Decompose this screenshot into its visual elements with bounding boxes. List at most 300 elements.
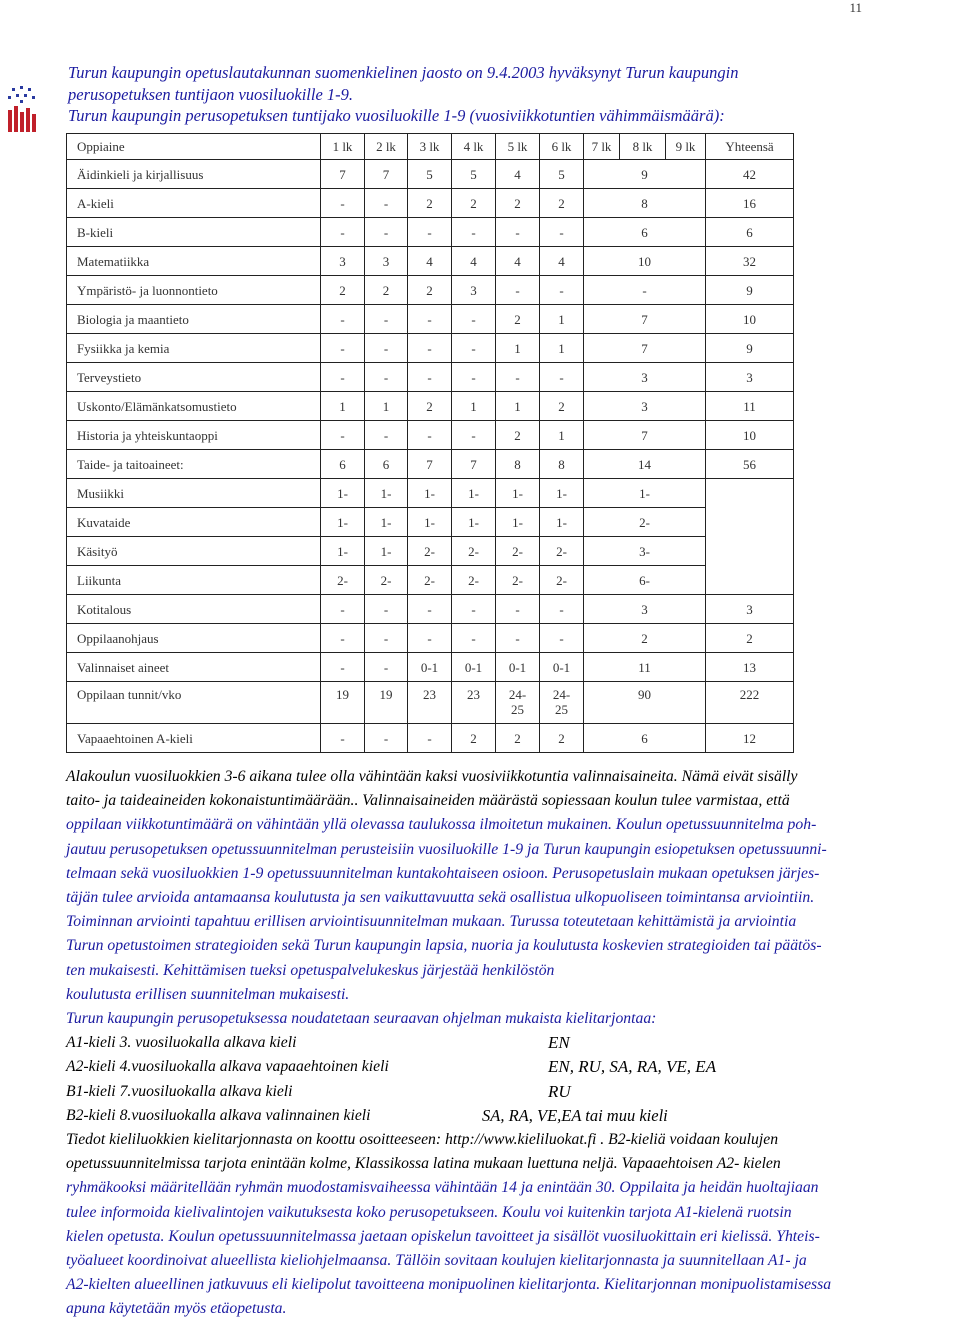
- table-row: [67, 276, 794, 305]
- column-header: 4 lk: [452, 134, 496, 160]
- subject-cell: Terveystieto: [67, 363, 321, 392]
- language-list: EN, RU, SA, RA, VE, EA: [548, 1057, 717, 1077]
- table-row: [67, 653, 794, 682]
- grade-cell: [540, 724, 584, 753]
- grade-value: 1-: [337, 514, 348, 530]
- total-cell: 42: [706, 160, 794, 189]
- grade-value: 1: [558, 340, 565, 356]
- grades-7-9-cell: 1-: [584, 479, 706, 508]
- grade-value: 1: [470, 398, 477, 414]
- grades-7-9-cell: 3-: [584, 537, 706, 566]
- body-line-text: Turun kaupungin perusopetuksessa noudatetaan seuraavan ohjelman mukaista kielitarjontaa:: [66, 1010, 657, 1028]
- grade-value: 2: [558, 195, 565, 211]
- grade-value: 4: [558, 253, 565, 269]
- grades-7-9-cell: 9: [584, 160, 706, 189]
- grade-value: 7: [339, 166, 346, 182]
- grade-value: 2: [426, 195, 433, 211]
- closing-line: [66, 1273, 960, 1297]
- grades-7-9-cell: 7: [584, 421, 706, 450]
- grade-value: -: [559, 601, 564, 617]
- grade-cell: [540, 653, 584, 682]
- body-line-text: täjän tulee arvioida antamaansa koulutusta ja sen vaikuttavuutta sekä osallistua ulkopuoliseen toimintansa arviointiin.: [66, 889, 815, 907]
- grade-cell: [452, 334, 496, 363]
- grade-value: -: [340, 195, 345, 211]
- grade-value: 1: [339, 398, 346, 414]
- grade-value: 24-25: [508, 687, 527, 717]
- grade-cell: [365, 653, 408, 682]
- grade-value: -: [471, 340, 476, 356]
- grade-value: -: [383, 659, 389, 675]
- subject-cell: Valinnaiset aineet: [67, 653, 321, 682]
- table-row: [67, 566, 794, 595]
- grade-value: -: [427, 730, 432, 746]
- closing-line-text: ryhmäkooksi määritellään ryhmän muodostamisvaiheessa vähintään 14 ja enintään 30. Oppilaita ja heidän huoltajiaan: [66, 1179, 819, 1197]
- table-header-row: [67, 134, 794, 160]
- body-line-text: Turun opetustoimen strategioiden sekä Turun kaupungin lapsia, nuoria ja koulutusta koskevien strategioiden tai päätös-: [66, 937, 822, 955]
- grades-7-9-cell: 6: [584, 724, 706, 753]
- grade-value: 1-: [380, 543, 392, 559]
- total-cell: 10: [706, 305, 794, 334]
- table-row: [67, 508, 794, 537]
- grade-value: 2-: [380, 572, 392, 588]
- body-line-text: ten mukaisesti. Kehittämisen tueksi opetuspalvelukeskus järjestää henkilöstön: [66, 961, 555, 979]
- total-cell: 3: [706, 595, 794, 624]
- subject-cell: Vapaaehtoinen A-kieli: [67, 724, 321, 753]
- grade-cell: [321, 595, 365, 624]
- total-cell: 56: [706, 450, 794, 479]
- grade-cell: [496, 189, 540, 218]
- grade-value: -: [427, 224, 432, 240]
- grade-value: -: [559, 282, 564, 298]
- grade-value: 5: [558, 166, 565, 182]
- grade-cell: [365, 508, 408, 537]
- grade-cell: [496, 537, 540, 566]
- language-list: RU: [548, 1081, 571, 1101]
- grade-cell: [540, 363, 584, 392]
- grade-cell: [452, 218, 496, 247]
- language-label: B2-kieli 8.vuosiluokalla alkava valinnainen kieli: [66, 1106, 371, 1124]
- table-row: [67, 421, 794, 450]
- grade-value: 3: [382, 253, 390, 269]
- grade-cell: [321, 305, 365, 334]
- grade-cell: [452, 189, 496, 218]
- grade-value: 2: [470, 195, 477, 211]
- grade-value: 19: [336, 687, 349, 702]
- grade-cell: [321, 624, 365, 653]
- grade-cell: [321, 508, 365, 537]
- grade-cell: [496, 334, 540, 363]
- body-text: [66, 765, 960, 1322]
- grades-7-9-cell: 14: [584, 450, 706, 479]
- total-cell: 10: [706, 421, 794, 450]
- grade-cell: [365, 566, 408, 595]
- column-header: 2 lk: [365, 134, 408, 160]
- grades-7-9-cell: 6: [584, 218, 706, 247]
- grade-cell: [496, 363, 540, 392]
- grade-value: 1-: [424, 514, 435, 530]
- grade-cell: [321, 363, 365, 392]
- body-line: [66, 1007, 960, 1031]
- grade-value: -: [427, 427, 432, 443]
- grade-cell: [408, 218, 452, 247]
- grade-cell: [321, 392, 365, 421]
- grade-value: -: [471, 224, 476, 240]
- language-list: EN: [548, 1033, 570, 1053]
- grade-cell: [408, 392, 452, 421]
- grade-value: -: [515, 369, 520, 385]
- table-row: [67, 189, 794, 218]
- grade-value: -: [383, 340, 389, 356]
- grade-value: 1-: [424, 485, 435, 501]
- total-cell: 6: [706, 218, 794, 247]
- grade-value: 1-: [512, 485, 523, 501]
- grade-value: 2-: [556, 543, 567, 559]
- table-row: [67, 363, 794, 392]
- grade-cell: [540, 479, 584, 508]
- table-row: [67, 160, 794, 189]
- grades-7-9-cell: 2: [584, 624, 706, 653]
- grade-value: 7: [470, 456, 477, 472]
- grade-value: -: [340, 659, 345, 675]
- grade-cell: [365, 595, 408, 624]
- column-header: Yhteensä: [706, 134, 794, 160]
- grade-cell: [496, 653, 540, 682]
- body-line: [66, 983, 960, 1007]
- grade-cell: [540, 276, 584, 305]
- body-line: [66, 813, 960, 837]
- grade-value: 0-1: [552, 659, 571, 675]
- grade-cell: [540, 305, 584, 334]
- table-row: [67, 334, 794, 363]
- grade-value: 8: [558, 456, 565, 472]
- grade-cell: [452, 682, 496, 724]
- grade-cell: [540, 189, 584, 218]
- grade-value: 1-: [512, 514, 523, 530]
- grade-value: 2-: [468, 572, 479, 588]
- column-header: Oppiaine: [67, 134, 321, 160]
- grade-value: -: [471, 427, 476, 443]
- subject-cell: Historia ja yhteiskuntaoppi: [67, 421, 321, 450]
- grade-value: -: [340, 630, 345, 646]
- closing-line-text: Tiedot kieliluokkien kielitarjonnasta on koottu osoitteeseen: http://www.kieliluokat.fi . B2-kieliä voidaan koulujen: [66, 1130, 779, 1148]
- grade-value: 1: [558, 427, 565, 443]
- subject-cell: Matematiikka: [67, 247, 321, 276]
- grade-value: -: [427, 630, 432, 646]
- grade-cell: [408, 653, 452, 682]
- grade-value: 2: [382, 282, 390, 298]
- grade-value: 2: [558, 398, 565, 414]
- grade-cell: [540, 247, 584, 276]
- language-row: [66, 1031, 960, 1055]
- grade-cell: [452, 392, 496, 421]
- grade-cell: [540, 421, 584, 450]
- grade-cell: [540, 682, 584, 724]
- subject-cell: Kuvataide: [67, 508, 321, 537]
- grade-value: 1-: [337, 543, 348, 559]
- grade-value: -: [515, 282, 520, 298]
- grades-7-9-cell: 6-: [584, 566, 706, 595]
- table-row: [67, 624, 794, 653]
- closing-line: [66, 1128, 960, 1152]
- grade-cell: [540, 624, 584, 653]
- grade-value: 4: [514, 166, 521, 182]
- grade-cell: [496, 566, 540, 595]
- closing-line: [66, 1297, 960, 1321]
- grade-value: -: [340, 601, 345, 617]
- grade-cell: [496, 218, 540, 247]
- grade-cell: [365, 334, 408, 363]
- grade-cell: [496, 595, 540, 624]
- body-line-text: taito- ja taideaineiden kokonaistuntimäärään.. Valinnaisaineiden määrästä sopiessaan koulun tulee varmistaa, että: [66, 792, 790, 810]
- grade-value: 1-: [337, 485, 348, 501]
- language-row: [66, 1080, 960, 1104]
- grade-value: -: [383, 730, 389, 746]
- subject-cell: Uskonto/Elämänkatsomustieto: [67, 392, 321, 421]
- column-header: 9 lk: [666, 134, 706, 160]
- grade-cell: [365, 724, 408, 753]
- grade-cell: [540, 334, 584, 363]
- closing-line-text: A2-kielten alueellinen jatkuvuus eli kielipolut tavoitteena monipuolinen kielitarjonta. Kielitarjonnan monipuolistamisessa: [66, 1276, 832, 1294]
- grade-value: 2-: [512, 572, 523, 588]
- grade-cell: [408, 334, 452, 363]
- grade-cell: [408, 537, 452, 566]
- grade-cell: [321, 334, 365, 363]
- grade-cell: [408, 160, 452, 189]
- grade-value: 1: [514, 398, 521, 414]
- table-row: [67, 305, 794, 334]
- grade-value: -: [383, 630, 389, 646]
- column-header: 1 lk: [321, 134, 365, 160]
- column-header: 5 lk: [496, 134, 540, 160]
- grade-value: 23: [423, 687, 436, 702]
- grade-cell: [408, 363, 452, 392]
- subject-cell: B-kieli: [67, 218, 321, 247]
- grade-cell: [408, 305, 452, 334]
- grade-value: 19: [379, 687, 393, 702]
- grade-value: 1-: [380, 485, 392, 501]
- subject-cell: Musiikki: [67, 479, 321, 508]
- grade-value: -: [471, 601, 476, 617]
- grade-cell: [408, 566, 452, 595]
- subject-cell: Liikunta: [67, 566, 321, 595]
- grade-cell: [321, 421, 365, 450]
- subject-cell: Biologia ja maantieto: [67, 305, 321, 334]
- closing-line-text: kielen opetusta. Koulun opetussuunnitelmassa jaetaan opiskelun tavoitteet ja sisällöt vuosiluokittain eri kielissä. Yhteis-: [66, 1227, 820, 1245]
- table-row: [67, 392, 794, 421]
- grades-7-9-cell: 3: [584, 595, 706, 624]
- total-cell: 11: [706, 392, 794, 421]
- subject-cell: Ympäristö- ja luonnontieto: [67, 276, 321, 305]
- grade-cell: [408, 682, 452, 724]
- language-label: B1-kieli 7.vuosiluokalla alkava kieli: [66, 1082, 293, 1100]
- grades-7-9-cell: 11: [584, 653, 706, 682]
- intro-line: Turun kaupungin perusopetuksen tuntijako vuosiluokille 1-9 (vuosiviikkotuntien vähimmäismäärä):: [68, 106, 725, 125]
- grade-value: -: [559, 224, 564, 240]
- grade-cell: [452, 566, 496, 595]
- grade-value: 2: [558, 730, 565, 746]
- grade-cell: [540, 450, 584, 479]
- grade-cell: [365, 189, 408, 218]
- grade-value: 2-: [512, 543, 523, 559]
- grade-cell: [408, 595, 452, 624]
- turku-city-logo-icon: [4, 86, 52, 134]
- grade-value: -: [515, 601, 520, 617]
- grade-value: 2: [470, 730, 477, 746]
- total-cell: 32: [706, 247, 794, 276]
- grade-cell: [321, 189, 365, 218]
- language-list: SA, RA, VE,EA tai muu kieli: [482, 1105, 668, 1125]
- body-line: [66, 910, 960, 934]
- grade-cell: [408, 276, 452, 305]
- grade-cell: [408, 724, 452, 753]
- grade-value: 6: [382, 456, 390, 472]
- grade-value: 2-: [424, 543, 435, 559]
- grade-cell: [540, 160, 584, 189]
- grade-cell: [452, 595, 496, 624]
- grade-cell: [496, 682, 540, 724]
- grade-cell: [321, 160, 365, 189]
- grade-value: 5: [470, 166, 477, 182]
- grade-cell: [496, 247, 540, 276]
- grades-7-9-cell: 7: [584, 305, 706, 334]
- grade-value: 2-: [556, 572, 567, 588]
- grade-cell: [452, 624, 496, 653]
- grade-value: -: [559, 369, 564, 385]
- grade-cell: [496, 724, 540, 753]
- closing-line: [66, 1176, 960, 1200]
- subject-cell: A-kieli: [67, 189, 321, 218]
- grade-value: 3: [470, 282, 477, 298]
- closing-line: [66, 1152, 960, 1176]
- grade-value: 7: [426, 456, 433, 472]
- total-cell: [706, 537, 794, 566]
- grade-cell: [452, 305, 496, 334]
- closing-line-text: apuna käytetään myös etäopetusta.: [66, 1300, 287, 1318]
- closing-line: [66, 1225, 960, 1249]
- grade-cell: [540, 218, 584, 247]
- grade-value: 1: [558, 311, 565, 327]
- body-line-text: oppilaan viikkotuntimäärä on vähintään yllä olevassa taulukossa ilmoitetun mukainen. Koulun opetussuunnitelma poh-: [66, 816, 817, 834]
- body-line-text: Alakoulun vuosiluokkien 3-6 aikana tulee olla vähintään kaksi vuosiviikkotuntia valinnaisaineita. Nämä eivät sisälly: [66, 768, 798, 785]
- grades-7-9-cell: 8: [584, 189, 706, 218]
- lesson-hours-table: [66, 133, 794, 753]
- intro-line: perusopetuksen tuntijaon vuosiluokille 1-9.: [68, 84, 354, 104]
- grade-cell: [452, 247, 496, 276]
- closing-line-text: opetussuunnitelmissa tarjota enintään kolme, Klassikossa latina mukaan luettuna neljä. Vapaaehtoisen A2- kielen: [66, 1155, 781, 1173]
- grade-cell: [452, 421, 496, 450]
- grade-cell: [365, 276, 408, 305]
- grade-cell: [408, 189, 452, 218]
- subject-cell: Äidinkieli ja kirjallisuus: [67, 160, 321, 189]
- total-cell: 13: [706, 653, 794, 682]
- grade-value: 5: [426, 166, 433, 182]
- grade-value: 2: [514, 195, 521, 211]
- grade-cell: [365, 624, 408, 653]
- body-line: [66, 765, 960, 789]
- grade-cell: [408, 247, 452, 276]
- closing-line-text: tulee informoida kielivalintojen vaikutuksesta koko perusopetukseen. Koulu voi kuitenkin tarjota A1-kielenä ruotsin: [66, 1203, 792, 1221]
- grade-value: -: [383, 224, 389, 240]
- grade-value: 0-1: [508, 659, 527, 675]
- table-row: [67, 450, 794, 479]
- grade-value: 0-1: [464, 659, 483, 675]
- grade-cell: [365, 537, 408, 566]
- grade-cell: [408, 508, 452, 537]
- grade-cell: [365, 305, 408, 334]
- grade-cell: [496, 508, 540, 537]
- column-header: 3 lk: [408, 134, 452, 160]
- grade-value: -: [340, 340, 345, 356]
- grade-value: -: [427, 369, 432, 385]
- grade-cell: [496, 479, 540, 508]
- grades-7-9-cell: 2-: [584, 508, 706, 537]
- body-line: [66, 789, 960, 813]
- grade-value: -: [471, 630, 476, 646]
- grades-7-9-cell: 7: [584, 334, 706, 363]
- total-cell: 2: [706, 624, 794, 653]
- grade-value: 23: [467, 687, 480, 702]
- grade-value: 3: [339, 253, 346, 269]
- intro-text: [68, 62, 908, 127]
- grade-value: 2-: [424, 572, 435, 588]
- table-body: [67, 160, 794, 753]
- grade-cell: [496, 160, 540, 189]
- grade-cell: [408, 624, 452, 653]
- grade-cell: [408, 421, 452, 450]
- grades-7-9-cell: -: [584, 276, 706, 305]
- grade-value: -: [427, 601, 432, 617]
- grade-cell: [365, 392, 408, 421]
- grade-cell: [496, 450, 540, 479]
- grade-cell: [365, 247, 408, 276]
- grade-cell: [321, 479, 365, 508]
- total-cell: 12: [706, 724, 794, 753]
- grade-value: 0-1: [420, 659, 439, 675]
- grade-cell: [321, 566, 365, 595]
- grade-cell: [540, 392, 584, 421]
- grade-cell: [540, 595, 584, 624]
- grade-value: 2: [426, 398, 433, 414]
- total-cell: [706, 508, 794, 537]
- grade-cell: [452, 479, 496, 508]
- grade-value: -: [340, 224, 345, 240]
- body-line-text: telmaan sekä vuosiluokkien 1-9 opetussuunnitelman kuntakohtaiseen osioon. Perusopetuslain mukaan opetuksen järjes-: [66, 864, 820, 882]
- grade-value: -: [383, 195, 389, 211]
- subject-cell: Käsityö: [67, 537, 321, 566]
- grade-value: 2-: [468, 543, 479, 559]
- grade-cell: [365, 363, 408, 392]
- grade-cell: [452, 724, 496, 753]
- column-header: 6 lk: [540, 134, 584, 160]
- grade-value: 2: [426, 282, 433, 298]
- grade-cell: [540, 508, 584, 537]
- grade-value: 2: [514, 730, 521, 746]
- grade-value: 6: [339, 456, 346, 472]
- subject-cell: Oppilaanohjaus: [67, 624, 321, 653]
- table-row: [67, 247, 794, 276]
- grade-value: -: [471, 311, 476, 327]
- grade-cell: [365, 479, 408, 508]
- grades-7-9-cell: 3: [584, 392, 706, 421]
- grade-value: 1: [514, 340, 521, 356]
- grade-value: 1-: [556, 485, 567, 501]
- grades-7-9-cell: 3: [584, 363, 706, 392]
- body-line: [66, 934, 960, 958]
- body-line-text: jautuu perusopetuksen opetussuunnitelman perusteisiin vuosiluokille 1-9 ja Turun kaupungin esiopetuksen opetussuunni-: [66, 840, 827, 858]
- grade-value: -: [383, 369, 389, 385]
- total-cell: 3: [706, 363, 794, 392]
- grade-cell: [321, 218, 365, 247]
